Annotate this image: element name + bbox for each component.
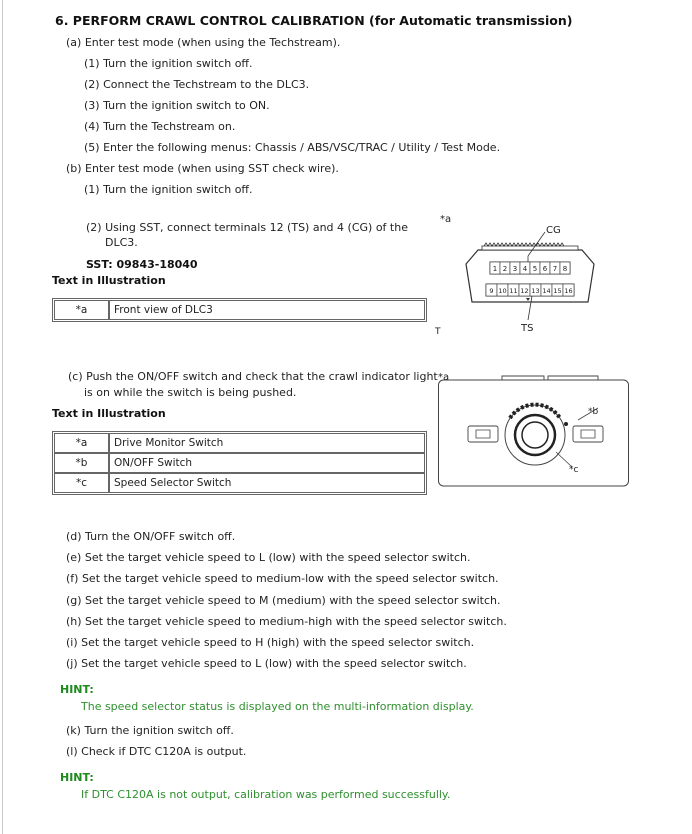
ts-label: TS [521,323,534,334]
dlc3-connector-diagram [460,222,600,337]
switch-callout-c: *c [569,465,579,475]
hint-label-1: HINT: [60,683,94,696]
switch-callout-b: *b [588,407,599,417]
step-h: (h) Set the target vehicle speed to medium-high with the speed selector switch. [66,615,507,628]
page-left-border [2,0,3,834]
step-a4: (4) Turn the Techstream on. [84,120,236,133]
table-key: *b [54,453,109,473]
step-b1: (1) Turn the ignition switch off. [84,183,253,196]
dlc-pin-number: 9 [489,287,494,295]
table-value: Drive Monitor Switch [109,433,425,453]
dlc-illustration-table [52,298,427,322]
dlc-pin-number: 3 [512,265,518,273]
dlc-pin-number: 12 [520,287,529,295]
section-heading: 6. PERFORM CRAWL CONTROL CALIBRATION (for Automatic transmission) [55,13,573,28]
step-c-line2: is on while the switch is being pushed. [84,386,297,399]
dlc-pin-number: 15 [553,287,562,295]
dlc-pin-number: 14 [542,287,551,295]
table-value: Front view of DLC3 [109,300,425,320]
step-j: (j) Set the target vehicle speed to L (low) with the speed selector switch. [66,657,467,670]
dlc-pin-number: 2 [502,265,508,273]
step-a3: (3) Turn the ignition switch to ON. [84,99,270,112]
table-key: *c [54,473,109,493]
step-a5: (5) Enter the following menus: Chassis / ABS/VSC/TRAC / Utility / Test Mode. [84,141,501,154]
table-row [54,300,425,320]
stray-mark: T [435,327,441,337]
table-key: *a [54,300,109,320]
illustration-heading-switch: Text in Illustration [52,407,166,420]
dlc-pin-number: 4 [522,265,528,273]
dlc-pin-number: 1 [492,265,498,273]
table-row [54,453,425,473]
step-b: (b) Enter test mode (when using SST check wire). [66,162,339,175]
table-row [54,473,425,493]
step-f: (f) Set the target vehicle speed to medium-low with the speed selector switch. [66,572,499,585]
step-i: (i) Set the target vehicle speed to H (high) with the speed selector switch. [66,636,475,649]
step-l: (l) Check if DTC C120A is output. [66,745,247,758]
step-a1: (1) Turn the ignition switch off. [84,57,253,70]
dlc-pin-number: 11 [509,287,518,295]
table-value: ON/OFF Switch [109,453,425,473]
dlc-callout-a: *a [440,214,452,225]
switch-callout-a: *a [438,372,450,383]
switch-illustration-table [52,431,427,495]
dlc-pin-number: 13 [531,287,540,295]
dlc-pin-number: 5 [532,265,538,273]
illustration-heading-dlc: Text in Illustration [52,274,166,287]
step-d: (d) Turn the ON/OFF switch off. [66,530,236,543]
switch-panel-diagram [438,372,630,488]
dlc-pin-number: 8 [562,265,568,273]
cg-label: CG [546,225,561,236]
table-key: *a [54,433,109,453]
table-row [54,433,425,453]
hint-text-1: The speed selector status is displayed on the multi-information display. [81,700,474,713]
step-g: (g) Set the target vehicle speed to M (medium) with the speed selector switch. [66,594,501,607]
table-value: Speed Selector Switch [109,473,425,493]
dlc-pin-number: 10 [498,287,507,295]
step-e: (e) Set the target vehicle speed to L (low) with the speed selector switch. [66,551,471,564]
dlc-pin-number: 16 [564,287,573,295]
step-c-line1: (c) Push the ON/OFF switch and check that the crawl indicator light [68,370,438,383]
hint-text-2: If DTC C120A is not output, calibration was performed successfully. [81,788,451,801]
step-b2-line2: DLC3. [105,236,138,249]
step-b2-line1: (2) Using SST, connect terminals 12 (TS) and 4 (CG) of the [86,221,408,234]
dlc-pin-number: 6 [542,265,548,273]
step-a2: (2) Connect the Techstream to the DLC3. [84,78,310,91]
sst-number: SST: 09843-18040 [86,258,198,271]
hint-label-2: HINT: [60,771,94,784]
step-k: (k) Turn the ignition switch off. [66,724,234,737]
step-a: (a) Enter test mode (when using the Techstream). [66,36,341,49]
dlc-pin-number: 7 [552,265,558,273]
